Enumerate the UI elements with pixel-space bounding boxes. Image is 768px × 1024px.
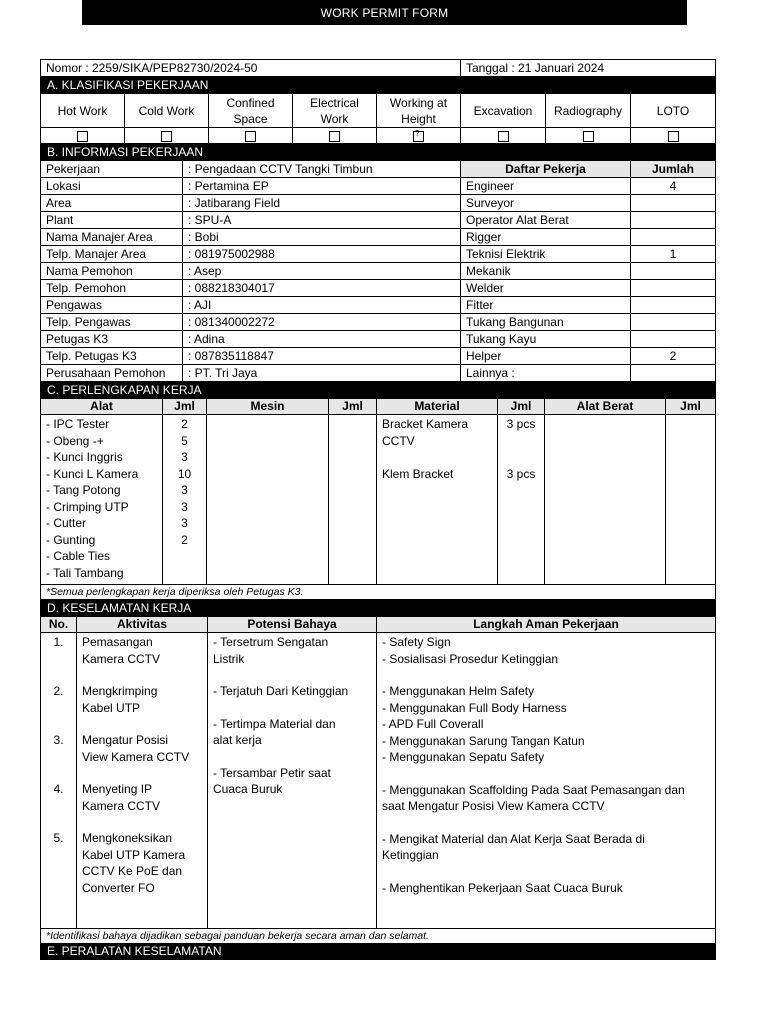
keselamatan-col-header: Aktivitas bbox=[77, 617, 208, 633]
klasifikasi-cell bbox=[125, 128, 209, 144]
info-value: : Bobi bbox=[183, 229, 461, 246]
klasifikasi-label: Excavation bbox=[461, 94, 546, 128]
bahaya-line: - Tersetrum Sengatan bbox=[213, 635, 329, 649]
material-item: Klem Bracket bbox=[382, 466, 454, 481]
info-key: Plant bbox=[41, 212, 183, 229]
info-key: Telp. Petugas K3 bbox=[41, 348, 183, 365]
pekerja-name: Rigger bbox=[461, 229, 631, 246]
info-value: : 081975002988 bbox=[183, 246, 461, 263]
klasifikasi-label: Hot Work bbox=[41, 94, 125, 128]
perlengkapan-col-header: Material bbox=[377, 399, 498, 415]
aktivitas-line: CCTV Ke PoE dan bbox=[82, 864, 183, 878]
alat-item: - Cable Ties bbox=[46, 549, 111, 563]
aktivitas-line: Mengkoneksikan bbox=[82, 831, 173, 845]
bahaya-line: Listrik bbox=[213, 651, 245, 666]
pekerja-count bbox=[631, 229, 716, 246]
info-value: : Pertamina EP bbox=[183, 178, 461, 195]
langkah-line: - Mengikat Material dan Alat Kerja Saat Berada di bbox=[382, 831, 645, 846]
informasi-table bbox=[40, 144, 716, 382]
alat-qty: 3 bbox=[181, 499, 188, 514]
aktivitas-numbers bbox=[41, 633, 77, 929]
info-key: Pengawas bbox=[41, 297, 183, 314]
perlengkapan-col-header: Alat bbox=[41, 399, 163, 415]
info-key: Telp. Pemohon bbox=[41, 280, 183, 297]
bahaya-line: Cuaca Buruk bbox=[213, 782, 283, 796]
langkah-line: - Menggunakan Helm Safety bbox=[382, 684, 535, 698]
bahaya-line: alat kerja bbox=[213, 733, 262, 747]
material-item-line2: CCTV bbox=[382, 433, 415, 448]
klasifikasi-cell bbox=[377, 128, 461, 144]
pekerja-count bbox=[631, 314, 716, 331]
aktivitas-line: Pemasangan bbox=[82, 635, 153, 649]
klasifikasi-checkbox[interactable] bbox=[77, 131, 88, 142]
info-row bbox=[41, 212, 716, 229]
keselamatan-table bbox=[40, 600, 716, 960]
langkah-line: saat Mengatur Posisi View Kamera CCTV bbox=[382, 799, 605, 813]
pekerja-name: Tukang Kayu bbox=[461, 331, 631, 348]
aktivitas-line: Converter FO bbox=[82, 880, 155, 895]
aktivitas-line: Mengkrimping bbox=[82, 684, 158, 698]
pekerja-header-name: Daftar Pekerja bbox=[461, 161, 631, 178]
langkah-line: - Menggunakan Sarung Tangan Katun bbox=[382, 733, 585, 748]
perlengkapan-col-header: Jml bbox=[666, 399, 716, 415]
info-row bbox=[41, 195, 716, 212]
aktivitas-line: Kabel UTP bbox=[82, 700, 141, 715]
klasifikasi-cell bbox=[209, 128, 293, 144]
klasifikasi-checkbox[interactable] bbox=[668, 131, 679, 142]
alat-item: - Gunting bbox=[46, 532, 96, 547]
aktivitas-number: 4. bbox=[53, 782, 64, 796]
klasifikasi-checkbox[interactable] bbox=[329, 131, 340, 142]
material-qty: 3 pcs bbox=[506, 466, 536, 481]
klasifikasi-cell bbox=[546, 128, 631, 144]
info-value: : Asep bbox=[183, 263, 461, 280]
pekerja-name: Engineer bbox=[461, 178, 631, 195]
info-row bbox=[41, 263, 716, 280]
pekerja-name: Operator Alat Berat bbox=[461, 212, 631, 229]
pekerja-count bbox=[631, 263, 716, 280]
aktivitas-line: Kamera CCTV bbox=[82, 651, 161, 666]
perlengkapan-col-header: Mesin bbox=[207, 399, 329, 415]
alat-item: - IPC Tester bbox=[46, 417, 110, 431]
keselamatan-col-header: No. bbox=[41, 617, 77, 633]
pekerja-name: Surveyor bbox=[461, 195, 631, 212]
info-value: : 081340002272 bbox=[183, 314, 461, 331]
klasifikasi-table bbox=[40, 77, 716, 144]
alat-qty bbox=[168, 565, 201, 582]
info-key: Pekerjaan bbox=[41, 161, 183, 178]
langkah-line: - Menggunakan Full Body Harness bbox=[382, 700, 567, 715]
klasifikasi-label: Confined Space bbox=[209, 94, 293, 128]
perlengkapan-note: *Semua perlengkapan kerja diperiksa oleh Petugas K3. bbox=[41, 585, 716, 600]
bahaya-line: - Tersambar Petir saat bbox=[213, 765, 331, 780]
klasifikasi-cell bbox=[631, 128, 716, 144]
aktivitas-line: Menyeting IP bbox=[82, 782, 153, 796]
info-key: Perusahaan Pemohon bbox=[41, 365, 183, 382]
mesin-qty-list bbox=[329, 415, 377, 585]
langkah-line: - Safety Sign bbox=[382, 635, 451, 649]
section-b-title: B. INFORMASI PEKERJAAN bbox=[41, 145, 716, 161]
perlengkapan-col-header: Jml bbox=[329, 399, 377, 415]
alat-berat-qty-list bbox=[666, 415, 716, 585]
aktivitas-number: 5. bbox=[53, 831, 64, 845]
alat-item: - Obeng -+ bbox=[46, 433, 104, 448]
info-value: : Jatibarang Field bbox=[183, 195, 461, 212]
keselamatan-note: *Identifikasi bahaya dijadikan sebagai panduan bekerja secara aman dan selamat. bbox=[41, 929, 716, 944]
langkah-aman-list bbox=[377, 633, 716, 929]
keselamatan-col-header: Langkah Aman Pekerjaan bbox=[377, 617, 716, 633]
alat-item: - Tali Tambang bbox=[46, 565, 124, 580]
alat-item: - Tang Potong bbox=[46, 483, 121, 497]
info-row bbox=[41, 365, 716, 382]
aktivitas-list bbox=[77, 633, 208, 929]
pekerja-name: Welder bbox=[461, 280, 631, 297]
info-value: : Adina bbox=[183, 331, 461, 348]
info-row bbox=[41, 229, 716, 246]
material-qty: 3 pcs bbox=[506, 417, 536, 431]
pekerja-header-count: Jumlah bbox=[631, 161, 716, 178]
perlengkapan-table bbox=[40, 382, 716, 600]
klasifikasi-checkbox[interactable] bbox=[413, 131, 424, 142]
pekerja-name: Teknisi Elektrik bbox=[461, 246, 631, 263]
pekerja-name: Mekanik bbox=[461, 263, 631, 280]
section-c-title: C. PERLENGKAPAN KERJA bbox=[41, 383, 716, 399]
langkah-line: Ketinggian bbox=[382, 848, 439, 862]
section-d-title: D. KESELAMATAN KERJA bbox=[41, 601, 716, 617]
klasifikasi-checkbox[interactable] bbox=[245, 131, 256, 142]
alat-berat-list bbox=[545, 415, 666, 585]
alat-item: - Kunci Inggris bbox=[46, 450, 123, 464]
aktivitas-number: 2. bbox=[53, 684, 64, 698]
klasifikasi-cell bbox=[293, 128, 377, 144]
alat-qty bbox=[168, 548, 201, 565]
pekerja-count: 1 bbox=[631, 246, 716, 263]
material-item-line2 bbox=[382, 482, 492, 499]
pekerja-name: Helper bbox=[461, 348, 631, 365]
alat-qty: 5 bbox=[181, 433, 188, 448]
work-permit-form bbox=[40, 59, 715, 960]
info-value: : 088218304017 bbox=[183, 280, 461, 297]
info-row bbox=[41, 297, 716, 314]
pekerja-count bbox=[631, 195, 716, 212]
alat-qty: 3 bbox=[181, 450, 188, 464]
info-key: Petugas K3 bbox=[41, 331, 183, 348]
info-row bbox=[41, 161, 716, 178]
material-item: Bracket Kamera bbox=[382, 417, 469, 431]
alat-qty: 3 bbox=[181, 483, 188, 497]
info-value: : AJI bbox=[183, 297, 461, 314]
info-row bbox=[41, 331, 716, 348]
langkah-line: - Menghentikan Pekerjaan Saat Cuaca Buruk bbox=[382, 880, 623, 895]
pekerja-count bbox=[631, 280, 716, 297]
aktivitas-number: 1. bbox=[53, 635, 64, 649]
alat-qty: 10 bbox=[177, 466, 192, 481]
info-value: : SPU-A bbox=[183, 212, 461, 229]
pekerja-name: Tukang Bangunan bbox=[461, 314, 631, 331]
klasifikasi-checkbox[interactable] bbox=[583, 131, 594, 142]
klasifikasi-label: LOTO bbox=[631, 94, 716, 128]
info-key: Telp. Manajer Area bbox=[41, 246, 183, 263]
tanggal: Tanggal : 21 Januari 2024 bbox=[461, 60, 716, 77]
perlengkapan-col-header: Alat Berat bbox=[545, 399, 666, 415]
header-table bbox=[40, 59, 716, 77]
material-qty-list bbox=[498, 415, 545, 585]
info-row bbox=[41, 348, 716, 365]
pekerja-count bbox=[631, 365, 716, 382]
klasifikasi-label: Cold Work bbox=[125, 94, 209, 128]
alat-qty-list bbox=[163, 415, 207, 585]
klasifikasi-checkbox[interactable] bbox=[498, 131, 509, 142]
klasifikasi-label: Electrical Work bbox=[293, 94, 377, 128]
mesin-list bbox=[207, 415, 329, 585]
alat-item: - Kunci L Kamera bbox=[46, 466, 139, 481]
keselamatan-col-header: Potensi Bahaya bbox=[208, 617, 377, 633]
info-value: : 087835118847 bbox=[183, 348, 461, 365]
pekerja-count bbox=[631, 331, 716, 348]
pekerja-count: 4 bbox=[631, 178, 716, 195]
langkah-line: - Menggunakan Scaffolding Pada Saat Pemasangan dan bbox=[382, 782, 685, 797]
info-row bbox=[41, 280, 716, 297]
info-row bbox=[41, 178, 716, 195]
aktivitas-line: View Kamera CCTV bbox=[82, 749, 190, 764]
pekerja-count bbox=[631, 297, 716, 314]
pekerja-name: Lainnya : bbox=[461, 365, 631, 382]
pekerja-name: Fitter bbox=[461, 297, 631, 314]
info-row bbox=[41, 246, 716, 263]
klasifikasi-checkbox[interactable] bbox=[161, 131, 172, 142]
langkah-line: - Menggunakan Sepatu Safety bbox=[382, 750, 545, 764]
aktivitas-line: Kamera CCTV bbox=[82, 798, 161, 813]
form-title: WORK PERMIT FORM bbox=[82, 0, 687, 25]
langkah-line: - Sosialisasi Prosedur Ketinggian bbox=[382, 651, 559, 666]
klasifikasi-label: Working at Height bbox=[377, 94, 461, 128]
alat-qty: 3 bbox=[181, 516, 188, 530]
alat-item: - Cutter bbox=[46, 516, 87, 530]
klasifikasi-label: Radiography bbox=[546, 94, 631, 128]
info-value: : Pengadaan CCTV Tangki Timbun bbox=[183, 161, 461, 178]
bahaya-line: - Tertimpa Material dan bbox=[213, 716, 336, 731]
info-key: Area bbox=[41, 195, 183, 212]
info-key: Nama Manajer Area bbox=[41, 229, 183, 246]
section-a-title: A. KLASIFIKASI PEKERJAAN bbox=[41, 78, 716, 94]
section-e-title: E. PERALATAN KESELAMATAN bbox=[41, 944, 716, 960]
potensi-bahaya-list bbox=[208, 633, 377, 929]
nomor: Nomor : 2259/SIKA/PEP82730/2024-50 bbox=[41, 60, 461, 77]
aktivitas-line: Mengatur Posisi bbox=[82, 733, 169, 747]
info-value: : PT. Tri Jaya bbox=[183, 365, 461, 382]
aktivitas-number: 3. bbox=[53, 733, 64, 747]
material-list bbox=[377, 415, 498, 585]
info-key: Lokasi bbox=[41, 178, 183, 195]
pekerja-count bbox=[631, 212, 716, 229]
info-row bbox=[41, 314, 716, 331]
alat-qty: 2 bbox=[181, 532, 188, 547]
alat-qty: 2 bbox=[181, 417, 188, 431]
klasifikasi-cell bbox=[41, 128, 125, 144]
pekerja-count: 2 bbox=[631, 348, 716, 365]
bahaya-line: - Terjatuh Dari Ketinggian bbox=[213, 684, 349, 698]
info-key: Nama Pemohon bbox=[41, 263, 183, 280]
alat-list bbox=[41, 415, 163, 585]
perlengkapan-col-header: Jml bbox=[163, 399, 207, 415]
langkah-line: - APD Full Coverall bbox=[382, 717, 484, 731]
perlengkapan-col-header: Jml bbox=[498, 399, 545, 415]
info-key: Telp. Pengawas bbox=[41, 314, 183, 331]
aktivitas-line: Kabel UTP Kamera bbox=[82, 847, 186, 862]
klasifikasi-cell bbox=[461, 128, 546, 144]
alat-item: - Crimping UTP bbox=[46, 499, 129, 514]
